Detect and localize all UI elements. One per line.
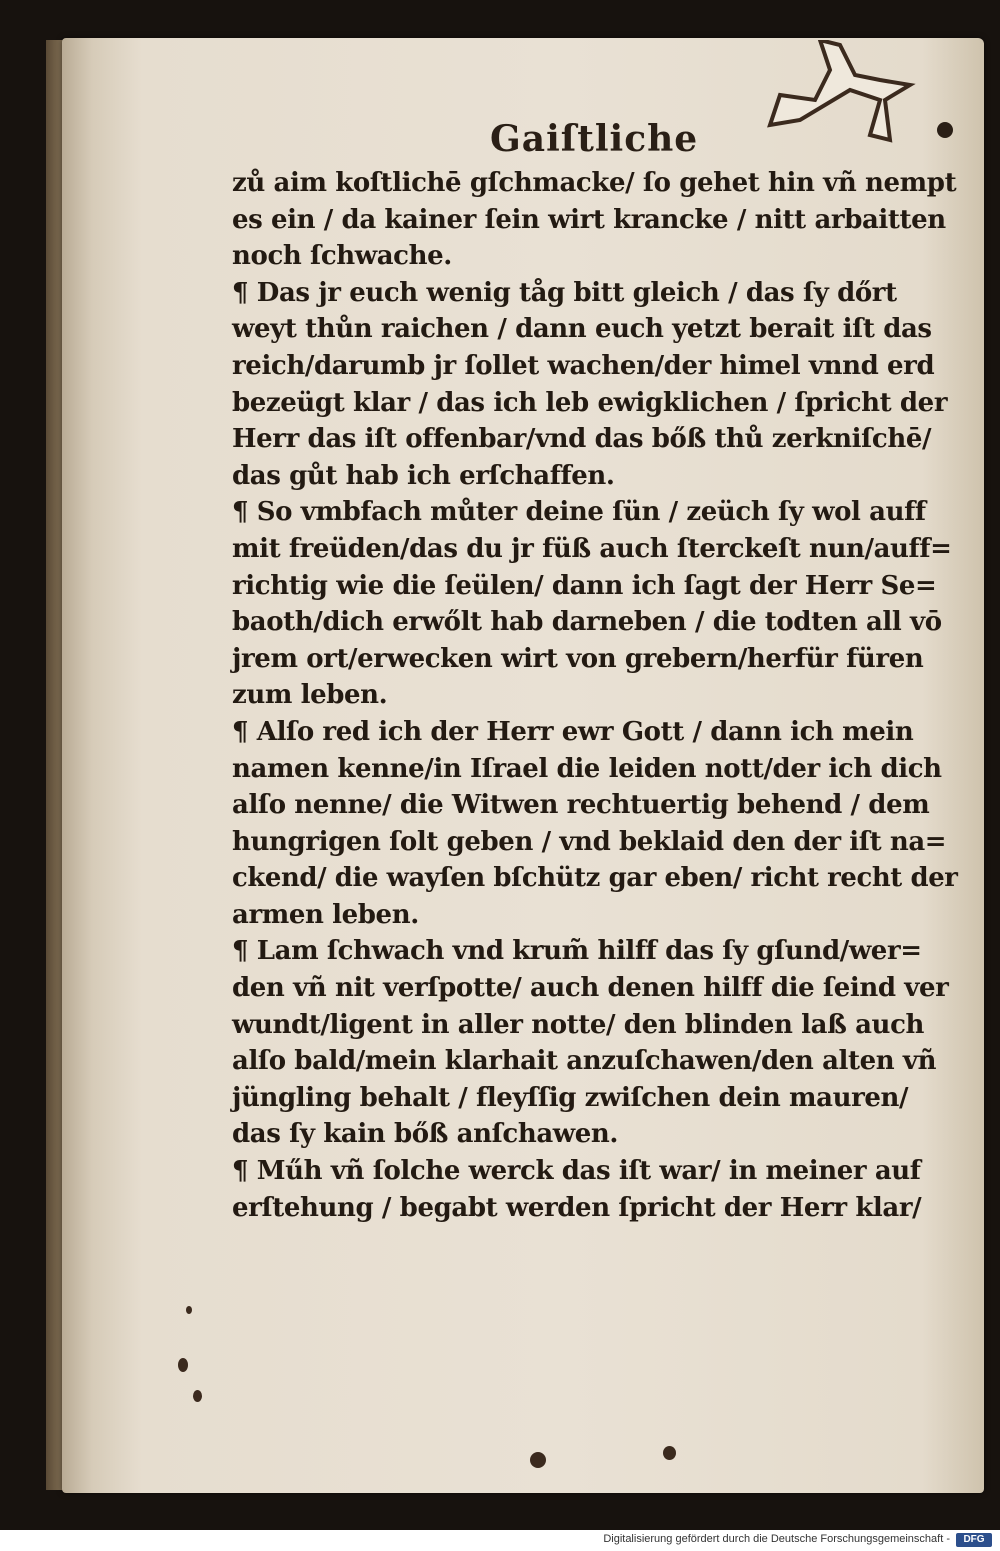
text-line: hungrigen ſolt geben / vnd beklaid den der iſt na= — [232, 826, 947, 857]
text-line: bezeügt klar / das ich leb ewigklichen / ſpricht der — [232, 387, 948, 418]
text-line: ¶ So vmbfach můter deine ſün / zeüch ſy wol auff — [232, 497, 926, 528]
text-line: das ſy kain bőß anſchawen. — [232, 1119, 619, 1150]
text-line: erſtehung / begabt werden ſpricht der Herr klar/ — [232, 1192, 922, 1223]
text-line: richtig wie die ſeülen/ dann ich ſagt der Herr Se= — [232, 570, 937, 601]
text-line: jrem ort/erwecken wirt von grebern/herfür füren — [232, 643, 924, 674]
text-line: mit freüden/das du jr füß auch ſterckeſt nun/auff= — [232, 533, 952, 564]
text-line: baoth/dich erwőlt hab darneben / die todten all vō — [232, 607, 942, 638]
text-line: den vñ nit verſpotte/ auch denen hilff die ſeind ver — [232, 973, 949, 1004]
text-line: wundt/ligent in aller notte/ den blinden laß auch — [232, 1009, 924, 1040]
text-line: ¶ Műh vñ ſolche werck das iſt war/ in meiner auf — [232, 1156, 921, 1187]
text-line: alſo bald/mein klarhait anzuſchawen/den alten vñ — [232, 1046, 937, 1077]
text-line: namen kenne/in Iſrael die leiden nott/der ich dich — [232, 753, 942, 784]
text-line: noch ſchwache. — [232, 241, 452, 272]
text-block — [232, 165, 957, 1226]
footer-credit: Digitalisierung gefördert durch die Deutsche Forschungsgemeinschaft - — [603, 1533, 950, 1545]
text-line: es ein / da kainer ſein wirt krancke / nitt arbaitten — [232, 204, 946, 235]
text-line: ¶ Alſo red ich der Herr ewr Gott / dann ich mein — [232, 716, 914, 747]
text-line: jüngling behalt / fleyſſig zwiſchen dein mauren/ — [232, 1082, 909, 1113]
text-line: zů aim koſtlichē gſchmacke/ ſo gehet hin vñ nempt — [232, 168, 957, 198]
text-line: alſo nenne/ die Witwen rechtuertig behend / dem — [232, 790, 930, 821]
text-line: armen leben. — [232, 899, 419, 930]
page-damage-mark — [760, 40, 960, 150]
text-line: ¶ Das jr euch wenig tåg bitt gleich / das ſy dőrt — [232, 277, 897, 308]
text-line: reich/darumb jr ſollet wachen/der himel vnnd erd — [232, 350, 935, 381]
text-line: Herr das iſt offenbar/vnd das bőß thů zerkniſchē/ — [232, 424, 932, 455]
running-head: Gaiſtliche — [490, 118, 699, 160]
text-line: ¶ Lam ſchwach vnd krum̃ hilff das ſy gſund/wer= — [232, 936, 922, 967]
text-line: das gůt hab ich erſchaffen. — [232, 460, 615, 491]
text-line: weyt thůn raichen / dann euch yetzt berait iſt das — [232, 314, 932, 345]
footer-bar — [0, 1530, 1000, 1551]
text-line: ckend/ die wayſen bſchütz gar eben/ richt recht der — [232, 863, 958, 894]
dfg-logo: DFG — [956, 1533, 992, 1547]
text-line: zum leben. — [232, 680, 388, 711]
